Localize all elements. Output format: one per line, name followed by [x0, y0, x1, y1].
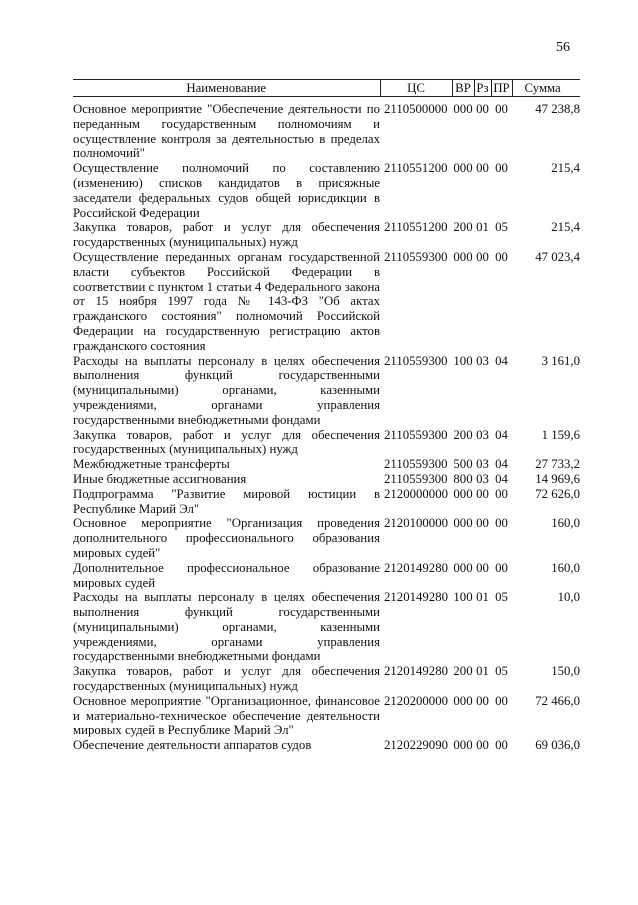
row-name: Основное мероприятие "Организационное, финансовое и материально-техническое обеспечение деятельности мировых судей в Республике Марий Эл" [73, 693, 380, 738]
row-rz-code: 00 [476, 516, 489, 531]
row-sum: 27 733,2 [535, 457, 580, 472]
row-vr-code: 000 [453, 161, 473, 176]
row-cs-code: 2110551200 [384, 220, 448, 235]
row-sum: 72 626,0 [535, 486, 580, 501]
table-row [73, 457, 580, 472]
row-rz-code: 03 [476, 457, 489, 472]
row-pr-code: 05 [495, 590, 508, 605]
row-rz-code: 00 [476, 693, 489, 708]
row-name: Осуществление переданных органам государственной власти субъектов Российской Федерации в соответствии с пунктом 1 статьи 4 Федерального закона от 15 ноября 1997 года № 143-ФЗ "Об актах гражданского состояния" полномочий Российской Федерации на государственную регистрацию актов гражданского состояния [73, 249, 380, 353]
table-row [73, 590, 580, 664]
row-vr-code: 000 [453, 102, 473, 116]
row-rz-code: 01 [476, 590, 489, 605]
row-cs-code: 2110551200 [384, 161, 448, 176]
table-row [73, 516, 580, 560]
row-name: Закупка товаров, работ и услуг для обеспечения государственных (муниципальных) нужд [73, 664, 380, 694]
row-pr-code: 00 [495, 486, 508, 501]
row-pr-code: 00 [495, 560, 508, 575]
row-sum: 3 161,0 [541, 353, 580, 368]
row-vr-code: 000 [453, 486, 473, 501]
row-name: Закупка товаров, работ и услуг для обеспечения государственных (муниципальных) нужд [73, 427, 380, 457]
table-row [73, 738, 580, 753]
row-cs-code: 2120229090 [384, 738, 448, 753]
row-cs-code: 2110559300 [384, 457, 448, 472]
row-name: Основное мероприятие "Обеспечение деятельности по переданным государственным полномочиям и осуществление контроля за деятельностью в пределах полномочий" [73, 102, 380, 161]
row-sum: 69 036,0 [535, 738, 580, 753]
row-cs-code: 2110559300 [384, 427, 448, 442]
table-row [73, 664, 580, 694]
row-name: Дополнительное профессиональное образование мировых судей [73, 560, 380, 590]
row-vr-code: 000 [453, 516, 473, 531]
row-sum: 215,4 [551, 220, 580, 235]
row-pr-code: 05 [495, 664, 508, 679]
row-vr-code: 200 [453, 427, 473, 442]
row-sum: 72 466,0 [535, 693, 580, 708]
table-row [73, 250, 580, 354]
table-row [73, 561, 580, 591]
row-name: Обеспечение деятельности аппаратов судов [73, 738, 312, 753]
table-body [73, 97, 580, 754]
table-row [73, 97, 580, 162]
row-sum: 10,0 [557, 590, 580, 605]
row-sum: 47 238,8 [535, 102, 580, 116]
row-sum: 47 023,4 [535, 249, 580, 264]
row-pr-code: 04 [495, 353, 508, 368]
column-header-rz: Рз [474, 80, 491, 97]
row-pr-code: 00 [495, 161, 508, 176]
row-name: Расходы на выплаты персоналу в целях обеспечения выполнения функций государственными (муниципальными) органами, казенными учреждениями, органами управления государственными внебюджетными фондами [73, 353, 380, 427]
column-header-name: Наименование [73, 80, 380, 97]
row-sum: 160,0 [551, 560, 580, 575]
row-pr-code: 00 [495, 102, 508, 116]
row-pr-code: 05 [495, 220, 508, 235]
row-rz-code: 03 [476, 427, 489, 442]
row-vr-code: 500 [453, 457, 473, 472]
row-rz-code: 00 [476, 249, 489, 264]
table-row [73, 487, 580, 517]
row-pr-code: 04 [495, 457, 508, 472]
row-vr-code: 200 [453, 220, 473, 235]
table-row [73, 428, 580, 458]
row-cs-code: 2110559300 [384, 471, 448, 486]
header-row [73, 80, 580, 97]
row-vr-code: 100 [453, 353, 473, 368]
row-rz-code: 00 [476, 560, 489, 575]
row-rz-code: 00 [476, 161, 489, 176]
row-pr-code: 04 [495, 427, 508, 442]
row-name: Расходы на выплаты персоналу в целях обеспечения выполнения функций государственными (муниципальными) органами, казенными учреждениями, органами управления государственными внебюджетными фондами [73, 590, 380, 664]
row-rz-code: 03 [476, 471, 489, 486]
column-header-vr: ВР [452, 80, 474, 97]
row-vr-code: 200 [453, 664, 473, 679]
row-vr-code: 000 [453, 738, 473, 753]
row-vr-code: 000 [453, 560, 473, 575]
row-rz-code: 00 [476, 102, 489, 116]
row-name: Иные бюджетные ассигнования [73, 471, 247, 486]
row-pr-code: 00 [495, 693, 508, 708]
row-cs-code: 2120149280 [384, 590, 448, 605]
row-rz-code: 01 [476, 664, 489, 679]
row-cs-code: 2120200000 [384, 693, 448, 708]
row-sum: 150,0 [551, 664, 580, 679]
row-pr-code: 00 [495, 516, 508, 531]
row-name: Закупка товаров, работ и услуг для обеспечения государственных (муниципальных) нужд [73, 220, 380, 250]
row-sum: 1 159,6 [541, 427, 580, 442]
table-row [73, 472, 580, 487]
row-sum: 215,4 [551, 161, 580, 176]
row-cs-code: 2110500000 [384, 102, 448, 116]
row-name: Подпрограмма "Развитие мировой юстиции в Республике Марий Эл" [73, 486, 380, 516]
table-row [73, 354, 580, 428]
budget-table [73, 79, 580, 753]
column-header-cs: ЦС [380, 80, 452, 97]
row-name: Основное мероприятие "Организация проведения дополнительного профессионального образования мировых судей" [73, 516, 380, 560]
row-cs-code: 2120149280 [384, 664, 448, 679]
row-rz-code: 01 [476, 220, 489, 235]
row-rz-code: 03 [476, 353, 489, 368]
row-vr-code: 000 [453, 249, 473, 264]
row-rz-code: 00 [476, 738, 489, 753]
row-cs-code: 2110559300 [384, 249, 448, 264]
row-vr-code: 100 [453, 590, 473, 605]
row-cs-code: 2120100000 [384, 516, 448, 531]
column-header-sum: Сумма [512, 80, 580, 97]
row-pr-code: 00 [495, 738, 508, 753]
column-header-pr: ПР [491, 80, 512, 97]
row-rz-code: 00 [476, 486, 489, 501]
table-row [73, 694, 580, 738]
row-cs-code: 2110559300 [384, 353, 448, 368]
page-number: 56 [556, 40, 570, 55]
row-cs-code: 2120149280 [384, 560, 448, 575]
row-pr-code: 04 [495, 471, 508, 486]
table-row [73, 161, 580, 220]
table-row [73, 220, 580, 250]
row-cs-code: 2120000000 [384, 486, 448, 501]
table-header [73, 80, 580, 97]
row-name: Осуществление полномочий по составлению (изменению) списков кандидатов в присяжные заседатели федеральных судов общей юрисдикции в Российской Федерации [73, 161, 380, 220]
row-vr-code: 000 [453, 693, 473, 708]
row-pr-code: 00 [495, 249, 508, 264]
row-vr-code: 800 [453, 471, 473, 486]
row-name: Межбюджетные трансферты [73, 457, 230, 472]
row-sum: 160,0 [551, 516, 580, 531]
row-sum: 14 969,6 [535, 471, 580, 486]
